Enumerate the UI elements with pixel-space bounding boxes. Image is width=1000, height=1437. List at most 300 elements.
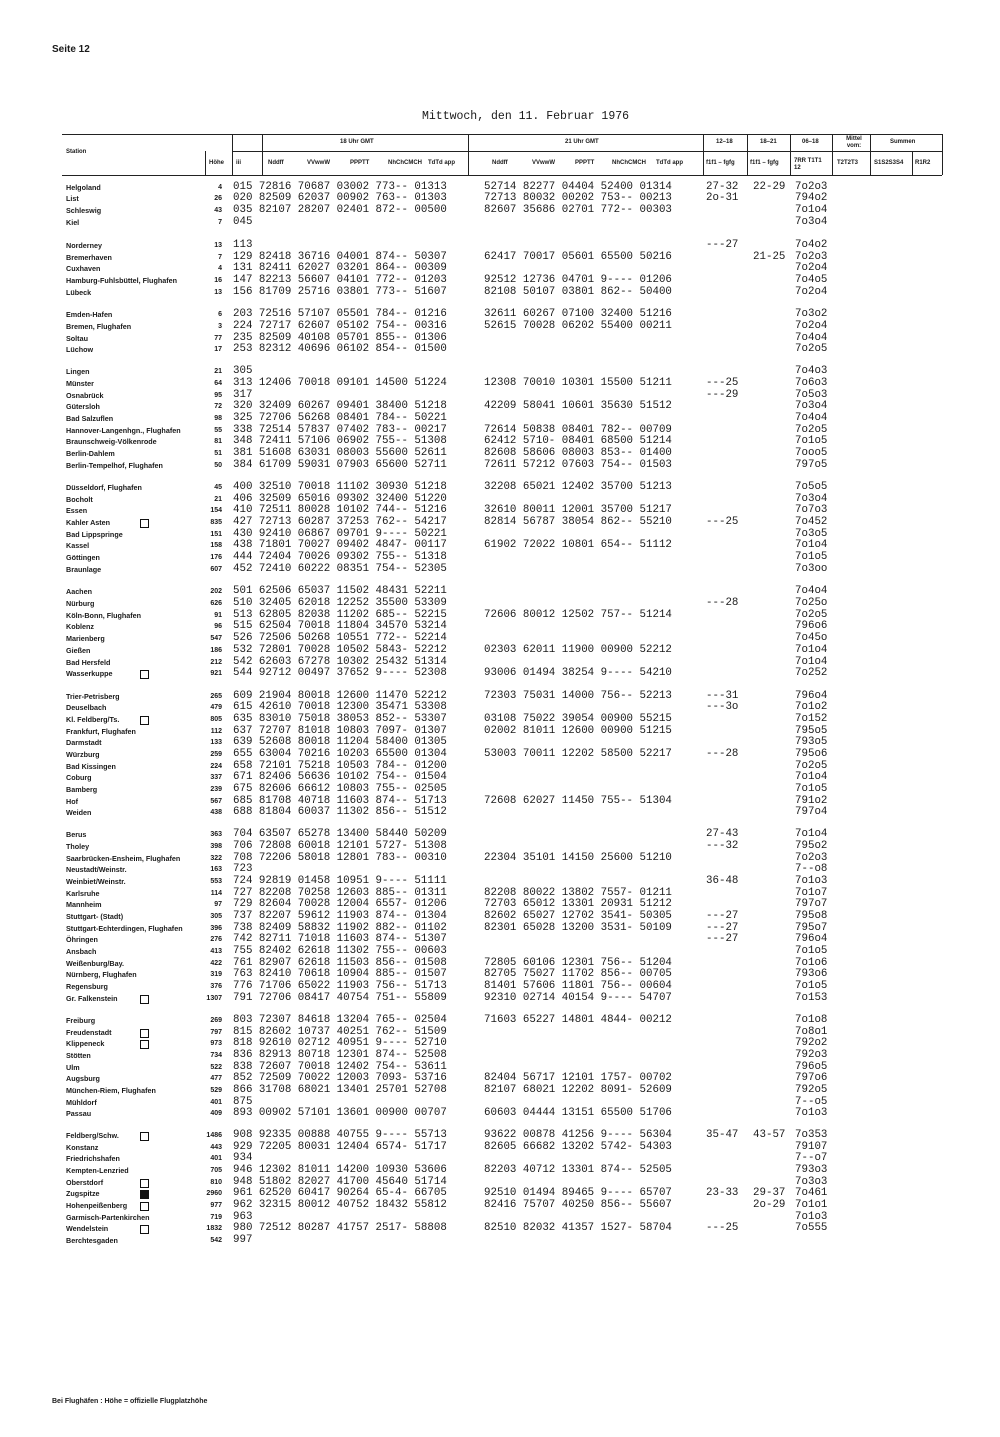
station-height: 4 bbox=[218, 184, 222, 191]
range-12-18: ---3o bbox=[706, 701, 739, 713]
mittel-06-18: 7o3o4 bbox=[795, 493, 828, 505]
mittel-06-18: 796o5 bbox=[795, 1061, 828, 1073]
obs-18-gmt: 410 72511 80028 10102 744-- 51216 bbox=[233, 504, 447, 516]
station-name: Wendelstein bbox=[66, 1224, 109, 1233]
mittel-06-18: 7o4o4 bbox=[795, 412, 828, 424]
mittel-06-18: 7o5o3 bbox=[795, 389, 828, 401]
mittel-06-18: 7o1o5 bbox=[795, 945, 828, 957]
obs-21-gmt: 72614 50838 08401 782-- 00709 bbox=[484, 424, 672, 436]
mittel-06-18: 795o7 bbox=[795, 922, 828, 934]
obs-18-gmt: 997 bbox=[233, 1234, 253, 1246]
station-height: 797 bbox=[210, 1029, 222, 1036]
obs-18-gmt: 203 72516 57107 05501 784-- 01216 bbox=[233, 308, 447, 320]
station-name: Saarbrücken-Ensheim, Flughafen bbox=[66, 854, 181, 863]
mittel-06-18: 793o5 bbox=[795, 736, 828, 748]
station-name: Passau bbox=[66, 1109, 92, 1118]
station-name: Stötten bbox=[66, 1051, 91, 1060]
station-height: 95 bbox=[214, 392, 222, 399]
obs-18-gmt: 325 72706 56268 08401 784-- 50221 bbox=[233, 412, 447, 424]
range-12-18: ---28 bbox=[706, 748, 739, 760]
station-name: Hannover-Langenhgn., Flughafen bbox=[66, 426, 181, 435]
obs-21-gmt: 82608 58606 08003 853-- 01400 bbox=[484, 447, 672, 459]
station-height: 133 bbox=[210, 739, 222, 746]
mittel-06-18: 7o1o5 bbox=[795, 435, 828, 447]
mittel-06-18: 795o6 bbox=[795, 748, 828, 760]
station-height: 269 bbox=[210, 1017, 222, 1024]
station-height: 202 bbox=[210, 588, 222, 595]
obs-18-gmt: 836 82913 80718 12301 874-- 52508 bbox=[233, 1049, 447, 1061]
mittel-06-18: 7o3o4 bbox=[795, 216, 828, 228]
range-12-18: 27-32 bbox=[706, 181, 739, 193]
obs-21-gmt: 93006 01494 38254 9---- 54210 bbox=[484, 667, 672, 679]
obs-18-gmt: 452 72410 60222 08351 754-- 52305 bbox=[233, 563, 447, 575]
header-18-gmt: 18 Uhr GMT bbox=[340, 139, 374, 145]
station-name: Köln-Bonn, Flughafen bbox=[66, 611, 142, 620]
mittel-06-18: 7o2o4 bbox=[795, 286, 828, 298]
station-name: Bad Kissingen bbox=[66, 762, 116, 771]
station-height: 522 bbox=[210, 1064, 222, 1071]
station-name: Essen bbox=[66, 506, 88, 515]
station-name: Bad Salzuflen bbox=[66, 414, 114, 423]
station-name: Oberstdorf bbox=[66, 1178, 104, 1187]
square-icon bbox=[140, 716, 149, 725]
header-sub-18-21: f1f1 – fgfg bbox=[750, 160, 779, 166]
obs-18-gmt: 113 bbox=[233, 239, 253, 251]
obs-21-gmt: 82605 66682 13202 5742- 54303 bbox=[484, 1141, 672, 1153]
obs-21-gmt: 92310 02714 40154 9---- 54707 bbox=[484, 992, 672, 1004]
mittel-06-18: 7o353 bbox=[795, 1129, 828, 1141]
header-iii: iii bbox=[236, 160, 242, 166]
range-12-18: 36-48 bbox=[706, 875, 739, 887]
obs-18-gmt: 738 82409 58832 11902 882-- 01102 bbox=[233, 922, 447, 934]
station-name: Hohenpeißenberg bbox=[66, 1201, 128, 1210]
station-name: Freudenstadt bbox=[66, 1028, 112, 1037]
mittel-06-18: 7o3o4 bbox=[795, 400, 828, 412]
station-height: 45 bbox=[214, 484, 222, 491]
range-12-18: ---25 bbox=[706, 377, 739, 389]
obs-18-gmt: 348 72411 57106 06902 755-- 51308 bbox=[233, 435, 447, 447]
header-nddff-21: Nddff bbox=[492, 160, 508, 166]
obs-18-gmt: 444 72404 70026 09302 755-- 51318 bbox=[233, 551, 447, 563]
obs-21-gmt: 72608 62027 11450 755-- 51304 bbox=[484, 795, 672, 807]
range-12-18: ---28 bbox=[706, 597, 739, 609]
obs-18-gmt: 532 72801 70028 10502 5843- 52212 bbox=[233, 644, 447, 656]
mittel-06-18: 7--o5 bbox=[795, 1096, 828, 1108]
mittel-06-18: 797o6 bbox=[795, 1072, 828, 1084]
range-12-18: 27-43 bbox=[706, 828, 739, 840]
station-name: Bremerhaven bbox=[66, 253, 112, 262]
range-18-21: 43-57 bbox=[753, 1129, 786, 1141]
obs-18-gmt: 755 82402 62618 11302 755-- 00603 bbox=[233, 945, 447, 957]
station-height: 319 bbox=[210, 971, 222, 978]
obs-21-gmt: 82208 80022 13802 7557- 01211 bbox=[484, 887, 672, 899]
obs-21-gmt: 42209 58041 10601 35630 51512 bbox=[484, 400, 672, 412]
station-height: 224 bbox=[210, 763, 222, 770]
station-height: 305 bbox=[210, 913, 222, 920]
station-name: Lüchow bbox=[66, 345, 94, 354]
station-height: 322 bbox=[210, 855, 222, 862]
mittel-06-18: 7o153 bbox=[795, 992, 828, 1004]
obs-21-gmt: 03108 75022 39054 00900 55215 bbox=[484, 713, 672, 725]
obs-18-gmt: 510 32405 62018 12252 35500 53309 bbox=[233, 597, 447, 609]
obs-18-gmt: 675 82606 66612 10803 755-- 02505 bbox=[233, 783, 447, 795]
mittel-06-18: 7o4o3 bbox=[795, 365, 828, 377]
mittel-06-18: 7o1o4 bbox=[795, 771, 828, 783]
obs-18-gmt: 400 32510 70018 11102 30930 51218 bbox=[233, 481, 447, 493]
mittel-06-18: 7o2o5 bbox=[795, 760, 828, 772]
mittel-06-18: 7o7o3 bbox=[795, 504, 828, 516]
obs-18-gmt: 609 21904 80018 12600 11470 52212 bbox=[233, 690, 447, 702]
mittel-06-18: 7o2o3 bbox=[795, 181, 828, 193]
header-tdapp: TdTd app bbox=[428, 160, 455, 166]
header-sub-r: R1R2 bbox=[915, 160, 931, 166]
station-height: 973 bbox=[210, 1040, 222, 1047]
obs-21-gmt: 52714 82277 04404 52400 01314 bbox=[484, 181, 672, 193]
obs-18-gmt: 838 72607 70018 12402 754-- 53611 bbox=[233, 1061, 447, 1073]
station-name: Kahler Asten bbox=[66, 518, 111, 527]
header-divider bbox=[790, 134, 791, 175]
mittel-06-18: 7o1o6 bbox=[795, 957, 828, 969]
range-12-18: ---27 bbox=[706, 239, 739, 251]
obs-18-gmt: 742 82711 71018 11603 874-- 51307 bbox=[233, 933, 447, 945]
header-sub-06-18: 7RR T1T1 12 bbox=[794, 158, 822, 171]
obs-18-gmt: 129 82418 36716 04001 874-- 50307 bbox=[233, 251, 447, 263]
station-name: Marienberg bbox=[66, 634, 105, 643]
station-name: Münster bbox=[66, 379, 94, 388]
header-divider bbox=[703, 134, 704, 175]
mittel-06-18: 7o3o5 bbox=[795, 528, 828, 540]
mittel-06-18: 794o2 bbox=[795, 192, 828, 204]
station-height: 114 bbox=[210, 890, 222, 897]
station-name: Koblenz bbox=[66, 622, 94, 631]
obs-18-gmt: 737 82207 59612 11903 874-- 01304 bbox=[233, 910, 447, 922]
station-name: Gütersloh bbox=[66, 402, 100, 411]
station-height: 212 bbox=[210, 659, 222, 666]
station-height: 21 bbox=[214, 496, 222, 503]
obs-21-gmt: 53003 70011 12202 58500 52217 bbox=[484, 748, 672, 760]
square-icon bbox=[140, 1202, 149, 1211]
station-height: 72 bbox=[214, 403, 222, 410]
obs-18-gmt: 526 72506 50268 10551 772-- 52214 bbox=[233, 632, 447, 644]
mittel-06-18: 7o2o4 bbox=[795, 262, 828, 274]
station-height: 265 bbox=[210, 693, 222, 700]
mittel-06-18: 795o5 bbox=[795, 725, 828, 737]
station-name: Lingen bbox=[66, 367, 90, 376]
mittel-06-18: 7o3o2 bbox=[795, 308, 828, 320]
obs-18-gmt: 542 62603 67278 10302 25432 51314 bbox=[233, 656, 447, 668]
obs-18-gmt: 980 72512 80287 41757 2517- 58808 bbox=[233, 1222, 447, 1234]
obs-18-gmt: 438 71801 70027 09402 4847- 00117 bbox=[233, 539, 447, 551]
header-12-18: 12–18 bbox=[716, 139, 733, 145]
obs-18-gmt: 852 72509 70022 12003 7093- 53716 bbox=[233, 1072, 447, 1084]
station-name: Gr. Falkenstein bbox=[66, 994, 118, 1003]
station-height: 567 bbox=[210, 798, 222, 805]
station-height: 43 bbox=[214, 207, 222, 214]
obs-18-gmt: 381 51608 63031 08003 55600 52611 bbox=[233, 447, 447, 459]
obs-18-gmt: 501 62506 65037 11502 48431 52211 bbox=[233, 585, 447, 597]
obs-18-gmt: 961 62520 60417 90264 65-4- 66705 bbox=[233, 1187, 447, 1199]
obs-18-gmt: 791 72706 08417 40754 751-- 55809 bbox=[233, 992, 447, 1004]
station-height: 77 bbox=[214, 335, 222, 342]
range-18-21: 21-25 bbox=[753, 251, 786, 263]
station-name: Coburg bbox=[66, 773, 92, 782]
obs-21-gmt: 82108 50107 03801 862-- 50400 bbox=[484, 286, 672, 298]
obs-21-gmt: 82510 82032 41357 1527- 58704 bbox=[484, 1222, 672, 1234]
obs-18-gmt: 729 82604 70028 12004 6557- 01206 bbox=[233, 898, 447, 910]
mittel-06-18: 7o252 bbox=[795, 667, 828, 679]
obs-18-gmt: 803 72307 84618 13204 765-- 02504 bbox=[233, 1014, 447, 1026]
obs-18-gmt: 761 82907 62618 11503 856-- 01508 bbox=[233, 957, 447, 969]
obs-21-gmt: 72713 80032 00202 753-- 00213 bbox=[484, 192, 672, 204]
obs-21-gmt: 02303 62011 11900 00900 52212 bbox=[484, 644, 672, 656]
station-height: 276 bbox=[210, 936, 222, 943]
station-name: Bocholt bbox=[66, 495, 93, 504]
station-name: Soltau bbox=[66, 334, 88, 343]
mittel-06-18: 7o1o7 bbox=[795, 887, 828, 899]
obs-21-gmt: 71603 65227 14801 4844- 00212 bbox=[484, 1014, 672, 1026]
obs-21-gmt: 32208 65021 12402 35700 51213 bbox=[484, 481, 672, 493]
station-name: Stuttgart-Echterdingen, Flughafen bbox=[66, 924, 183, 933]
obs-21-gmt: 82814 56787 38054 862-- 55210 bbox=[484, 516, 672, 528]
obs-18-gmt: 338 72514 57837 07402 783-- 00217 bbox=[233, 424, 447, 436]
station-height: 64 bbox=[214, 380, 222, 387]
station-name: Osnabrück bbox=[66, 391, 104, 400]
mittel-06-18: 797o5 bbox=[795, 459, 828, 471]
range-12-18: ---27 bbox=[706, 933, 739, 945]
obs-21-gmt: 81401 57606 11801 756-- 00604 bbox=[484, 980, 672, 992]
obs-18-gmt: 866 31708 68021 13401 25701 52708 bbox=[233, 1084, 447, 1096]
station-height: 7 bbox=[218, 219, 222, 226]
obs-18-gmt: 706 72808 60018 12101 5727- 51308 bbox=[233, 840, 447, 852]
range-12-18: ---27 bbox=[706, 922, 739, 934]
station-height: 719 bbox=[210, 1214, 222, 1221]
obs-18-gmt: 317 bbox=[233, 389, 253, 401]
station-height: 55 bbox=[214, 427, 222, 434]
station-name: Nürnberg, Flughafen bbox=[66, 970, 137, 979]
station-name: Aachen bbox=[66, 587, 92, 596]
station-name: Schleswig bbox=[66, 206, 102, 215]
square-icon bbox=[140, 1225, 149, 1234]
obs-18-gmt: 963 bbox=[233, 1211, 253, 1223]
station-height: 4 bbox=[218, 265, 222, 272]
range-12-18: ---27 bbox=[706, 910, 739, 922]
range-12-18: ---25 bbox=[706, 1222, 739, 1234]
header-divider bbox=[262, 134, 263, 175]
obs-18-gmt: 708 72206 58018 12801 783-- 00310 bbox=[233, 852, 447, 864]
station-height: 186 bbox=[210, 647, 222, 654]
obs-18-gmt: 637 72707 81018 10803 7097- 01307 bbox=[233, 725, 447, 737]
obs-18-gmt: 313 12406 70018 09101 14500 51224 bbox=[233, 377, 447, 389]
mittel-06-18: 7o1o2 bbox=[795, 701, 828, 713]
header-summen: Summen bbox=[890, 139, 916, 145]
station-height: 151 bbox=[210, 531, 222, 538]
header-18-21: 18–21 bbox=[760, 139, 777, 145]
header-divider bbox=[747, 134, 748, 175]
obs-18-gmt: 893 00902 57101 13601 00900 00707 bbox=[233, 1107, 447, 1119]
mittel-06-18: 7o25o bbox=[795, 597, 828, 609]
mittel-06-18: 793o6 bbox=[795, 968, 828, 980]
station-height: 7 bbox=[218, 254, 222, 261]
station-name: Emden-Hafen bbox=[66, 310, 113, 319]
header-ppptt-21: PPPTT bbox=[575, 160, 595, 166]
obs-21-gmt: 22304 35101 14150 25600 51210 bbox=[484, 852, 672, 864]
station-height: 1486 bbox=[206, 1132, 222, 1139]
obs-18-gmt: 305 bbox=[233, 365, 253, 377]
range-12-18: 35-47 bbox=[706, 1129, 739, 1141]
station-height: 396 bbox=[210, 925, 222, 932]
station-name: Freiburg bbox=[66, 1016, 96, 1025]
station-name: Berchtesgaden bbox=[66, 1236, 118, 1245]
station-name: Mühldorf bbox=[66, 1098, 97, 1107]
header-06-18: 06–18 bbox=[802, 139, 819, 145]
header-sub-12-18: f1f1 – fgfg bbox=[706, 160, 735, 166]
range-12-18: ---31 bbox=[706, 690, 739, 702]
mittel-06-18: 7o6o3 bbox=[795, 377, 828, 389]
station-height: 112 bbox=[210, 728, 222, 735]
mittel-06-18: 7o4o5 bbox=[795, 274, 828, 286]
obs-18-gmt: 427 72713 60287 37253 762-- 54217 bbox=[233, 516, 447, 528]
obs-21-gmt: 72703 65012 13301 20931 51212 bbox=[484, 898, 672, 910]
station-height: 626 bbox=[210, 600, 222, 607]
station-height: 607 bbox=[210, 566, 222, 573]
header-divider bbox=[870, 134, 871, 175]
range-12-18: 2o-31 bbox=[706, 192, 739, 204]
station-height: 734 bbox=[210, 1052, 222, 1059]
mittel-06-18: 7--o8 bbox=[795, 863, 828, 875]
station-height: 337 bbox=[210, 774, 222, 781]
obs-21-gmt: 32611 60267 07100 32400 51216 bbox=[484, 308, 672, 320]
station-name: Friedrichshafen bbox=[66, 1154, 120, 1163]
mittel-06-18: 796o6 bbox=[795, 620, 828, 632]
station-name: Lübeck bbox=[66, 288, 92, 297]
station-name: Braunschweig-Völkenrode bbox=[66, 437, 157, 446]
station-height: 443 bbox=[210, 1144, 222, 1151]
obs-21-gmt: 52615 70028 06202 55400 00211 bbox=[484, 320, 672, 332]
station-height: 98 bbox=[214, 415, 222, 422]
obs-21-gmt: 82705 75027 11702 856-- 00705 bbox=[484, 968, 672, 980]
mittel-06-18: 7o1o5 bbox=[795, 980, 828, 992]
station-height: 50 bbox=[214, 462, 222, 469]
obs-18-gmt: 406 32509 65016 09302 32400 51220 bbox=[233, 493, 447, 505]
mittel-06-18: 7o8o1 bbox=[795, 1026, 828, 1038]
mittel-06-18: 7o1o1 bbox=[795, 1199, 828, 1211]
station-name: Bamberg bbox=[66, 785, 98, 794]
station-height: 3 bbox=[218, 323, 222, 330]
station-height: 363 bbox=[210, 831, 222, 838]
mittel-06-18: 7o45o bbox=[795, 632, 828, 644]
station-name: Bremen, Flughafen bbox=[66, 322, 132, 331]
mittel-06-18: 7o1o8 bbox=[795, 1014, 828, 1026]
station-height: 13 bbox=[214, 242, 222, 249]
header-mittel: Mittel vom: bbox=[846, 136, 862, 149]
mittel-06-18: 7o4o2 bbox=[795, 239, 828, 251]
range-18-21: 29-37 bbox=[753, 1187, 786, 1199]
obs-18-gmt: 688 81804 60037 11302 856-- 51512 bbox=[233, 806, 447, 818]
mittel-06-18: 7o555 bbox=[795, 1222, 828, 1234]
obs-21-gmt: 62417 70017 05601 65500 50216 bbox=[484, 251, 672, 263]
obs-21-gmt: 92510 01494 89465 9---- 65707 bbox=[484, 1187, 672, 1199]
station-height: 154 bbox=[210, 507, 222, 514]
obs-18-gmt: 658 72101 75218 10503 784-- 01200 bbox=[233, 760, 447, 772]
station-height: 376 bbox=[210, 983, 222, 990]
obs-18-gmt: 704 63507 65278 13400 58440 50209 bbox=[233, 828, 447, 840]
station-name: Wasserkuppe bbox=[66, 669, 113, 678]
station-name: Kassel bbox=[66, 541, 90, 550]
station-height: 21 bbox=[214, 368, 222, 375]
range-12-18: ---25 bbox=[706, 516, 739, 528]
station-name: Konstanz bbox=[66, 1143, 99, 1152]
range-18-21: 2o-29 bbox=[753, 1199, 786, 1211]
obs-18-gmt: 015 72816 70687 03002 773-- 01313 bbox=[233, 181, 447, 193]
obs-18-gmt: 946 12302 81011 14200 10930 53606 bbox=[233, 1164, 447, 1176]
obs-21-gmt: 62412 5710- 08401 68500 51214 bbox=[484, 435, 672, 447]
station-name: Hof bbox=[66, 797, 78, 806]
station-height: 51 bbox=[214, 450, 222, 457]
station-height: 409 bbox=[210, 1110, 222, 1117]
obs-18-gmt: 727 82208 70258 12603 885-- 01311 bbox=[233, 887, 447, 899]
obs-18-gmt: 818 92610 02712 40951 9---- 52710 bbox=[233, 1037, 447, 1049]
obs-18-gmt: 908 92335 00888 40755 9---- 55713 bbox=[233, 1129, 447, 1141]
station-height: 176 bbox=[210, 554, 222, 561]
station-name: Ulm bbox=[66, 1063, 80, 1072]
mittel-06-18: 7ooo5 bbox=[795, 447, 828, 459]
mittel-06-18: 7o1o3 bbox=[795, 875, 828, 887]
station-name: Berlin-Dahlem bbox=[66, 449, 115, 458]
mittel-06-18: 796o4 bbox=[795, 690, 828, 702]
header-nh: NhChCMCH bbox=[388, 160, 422, 166]
header-station: Station bbox=[66, 149, 87, 155]
mittel-06-18: 7o1o3 bbox=[795, 1107, 828, 1119]
header-divider bbox=[468, 134, 469, 175]
obs-18-gmt: 724 92819 01458 10951 9---- 51111 bbox=[233, 875, 447, 887]
mittel-06-18: 7--o7 bbox=[795, 1152, 828, 1164]
obs-21-gmt: 02002 81011 12600 00900 51215 bbox=[484, 725, 672, 737]
obs-18-gmt: 776 71706 65022 11903 756-- 51713 bbox=[233, 980, 447, 992]
header-tdapp-21: TdTd app bbox=[656, 160, 683, 166]
mittel-06-18: 791o2 bbox=[795, 795, 828, 807]
station-name: Kempten-Lenzried bbox=[66, 1166, 129, 1175]
station-height: 438 bbox=[210, 809, 222, 816]
obs-21-gmt: 72303 75031 14000 756-- 52213 bbox=[484, 690, 672, 702]
mittel-06-18: 7o1o4 bbox=[795, 204, 828, 216]
station-name: Braunlage bbox=[66, 565, 102, 574]
station-height: 16 bbox=[214, 277, 222, 284]
obs-18-gmt: 020 82509 62037 00902 763-- 01303 bbox=[233, 192, 447, 204]
mittel-06-18: 7o1o4 bbox=[795, 539, 828, 551]
station-height: 835 bbox=[210, 519, 222, 526]
obs-21-gmt: 82607 35686 02701 772-- 00303 bbox=[484, 204, 672, 216]
station-name: München-Riem, Flughafen bbox=[66, 1086, 156, 1095]
station-name: Berus bbox=[66, 830, 87, 839]
mittel-06-18: 7o452 bbox=[795, 516, 828, 528]
mittel-06-18: 7o152 bbox=[795, 713, 828, 725]
mittel-06-18: 797o7 bbox=[795, 898, 828, 910]
mittel-06-18: 79107 bbox=[795, 1141, 828, 1153]
station-height: 413 bbox=[210, 948, 222, 955]
station-height: 401 bbox=[210, 1099, 222, 1106]
obs-18-gmt: 147 82213 56607 04101 772-- 01203 bbox=[233, 274, 447, 286]
station-name: Nürburg bbox=[66, 599, 95, 608]
station-height: 1832 bbox=[206, 1225, 222, 1232]
header-nh-21: NhChCMCH bbox=[612, 160, 646, 166]
station-name: Öhringen bbox=[66, 935, 98, 944]
station-name: Mannheim bbox=[66, 900, 102, 909]
obs-18-gmt: 384 61709 59031 07903 65600 52711 bbox=[233, 459, 447, 471]
footnote: Bei Flughäfen : Höhe = offizielle Flugplatzhöhe bbox=[52, 1398, 208, 1405]
station-name: Kiel bbox=[66, 218, 80, 227]
header-divider bbox=[942, 134, 943, 175]
obs-18-gmt: 615 42610 70018 12300 35471 53308 bbox=[233, 701, 447, 713]
